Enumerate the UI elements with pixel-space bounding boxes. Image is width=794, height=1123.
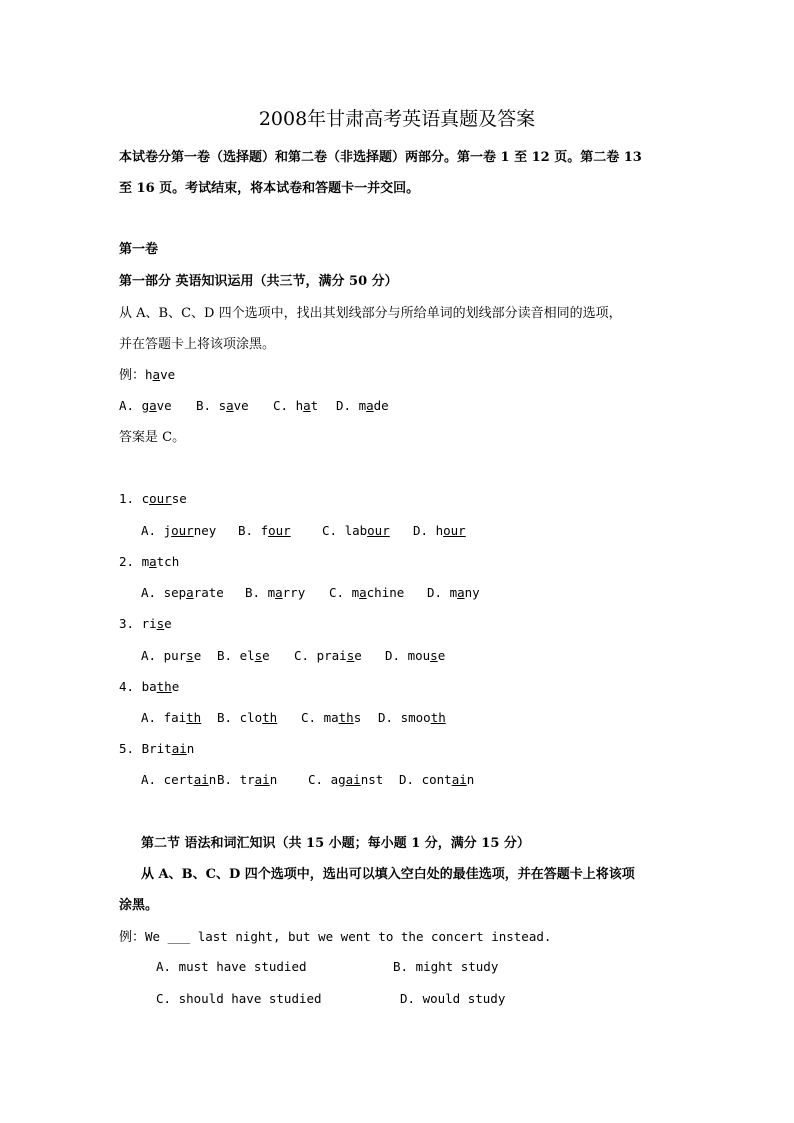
question-2: 2. match: [119, 554, 180, 569]
question-3: 3. rise: [119, 616, 172, 631]
section2-example-sentence: We ___ last night, but we went to the concert instead.: [145, 929, 552, 944]
intro-line-1: 本试卷分第一卷（选择题）和第二卷（非选择题）两部分。第一卷 1 至 12 页。第二卷 13: [119, 150, 642, 165]
part1-heading: 第一部分 英语知识运用（共三节，满分 50 分）: [119, 274, 398, 289]
q5-option-b[interactable]: B. train: [217, 772, 278, 787]
question-3-options: [141, 648, 445, 663]
question-4-options: [141, 710, 446, 725]
example-option-d[interactable]: D. made: [336, 398, 389, 413]
example-option-a[interactable]: A. gave: [119, 398, 172, 413]
question-5: 5. Britain: [119, 741, 195, 756]
q1-option-c[interactable]: C. labour: [322, 523, 390, 538]
question-3-word: rise: [141, 616, 172, 631]
q1-option-b[interactable]: B. four: [238, 523, 291, 538]
q2-option-a[interactable]: A. separate: [141, 585, 224, 600]
example-word: have: [145, 367, 176, 382]
q4-option-b[interactable]: B. cloth: [217, 710, 278, 725]
section2-example: [119, 926, 551, 945]
q3-option-d[interactable]: D. mouse: [385, 648, 446, 663]
intro-line-2: 至 16 页。考试结束，将本试卷和答题卡一并交回。: [119, 181, 420, 196]
q4-option-c[interactable]: C. maths: [301, 710, 362, 725]
example-word-line: [119, 364, 175, 383]
example-options: [119, 398, 389, 413]
question-1-options: [141, 523, 466, 538]
section2-option-b[interactable]: B. might study: [393, 959, 499, 974]
question-5-options: [141, 772, 474, 787]
question-2-options: [141, 585, 480, 600]
section2-instruction-2: 涂黑。: [119, 898, 159, 913]
example-option-c[interactable]: C. hat: [273, 398, 319, 413]
question-1-word: course: [141, 491, 187, 506]
section2-option-d[interactable]: D. would study: [400, 991, 506, 1006]
q2-option-d[interactable]: D. many: [427, 585, 480, 600]
q3-option-b[interactable]: B. else: [217, 648, 270, 663]
section2-example-label: 例：: [119, 930, 146, 945]
example-label: 例：: [119, 368, 146, 383]
section2-option-c[interactable]: C. should have studied: [156, 991, 322, 1006]
document-title: 2008年甘肃高考英语真题及答案: [258, 108, 536, 130]
q2-option-c[interactable]: C. machine: [329, 585, 405, 600]
volume-heading: 第一卷: [119, 242, 159, 257]
question-1: 1. course: [119, 491, 187, 506]
q2-option-b[interactable]: B. marry: [245, 585, 306, 600]
question-4-word: bathe: [141, 679, 180, 694]
question-2-word: match: [141, 554, 180, 569]
q5-option-a[interactable]: A. certain: [141, 772, 217, 787]
q5-option-c[interactable]: C. against: [308, 772, 384, 787]
section2-heading: 第二节 语法和词汇知识（共 15 小题；每小题 1 分，满分 15 分）: [141, 836, 530, 851]
q1-option-a[interactable]: A. journey: [141, 523, 217, 538]
q4-option-a[interactable]: A. faith: [141, 710, 202, 725]
q1-option-d[interactable]: D. hour: [413, 523, 466, 538]
question-5-word: Britain: [141, 741, 195, 756]
q4-option-d[interactable]: D. smooth: [378, 710, 446, 725]
example-option-b[interactable]: B. save: [196, 398, 249, 413]
example-answer: 答案是 C。: [119, 430, 186, 445]
part1-instruction-2: 并在答题卡上将该项涂黑。: [119, 337, 276, 352]
question-4: 4. bathe: [119, 679, 180, 694]
section2-instruction-1: 从 A、B、C、D 四个选项中，选出可以填入空白处的最佳选项，并在答题卡上将该项: [141, 867, 635, 882]
part1-instruction-1: 从 A、B、C、D 四个选项中，找出其划线部分与所给单词的划线部分读音相同的选项，: [119, 306, 622, 321]
section2-option-a[interactable]: A. must have studied: [156, 959, 307, 974]
q3-option-a[interactable]: A. purse: [141, 648, 202, 663]
q3-option-c[interactable]: C. praise: [294, 648, 362, 663]
q5-option-d[interactable]: D. contain: [399, 772, 475, 787]
